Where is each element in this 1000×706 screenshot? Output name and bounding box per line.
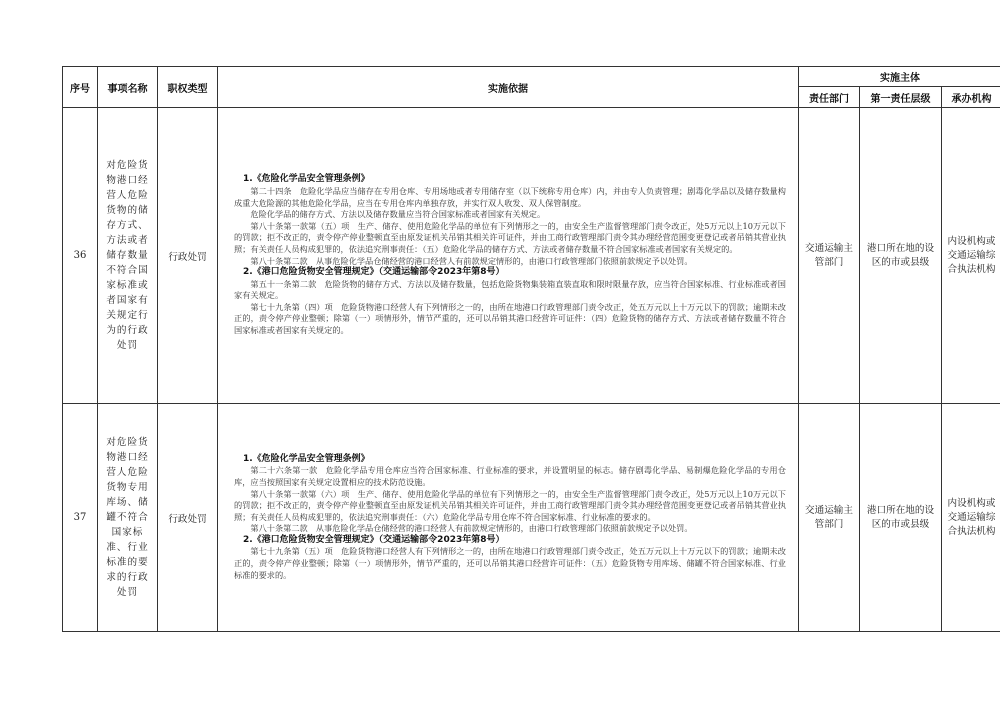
responsibility-level: 港口所在地的设区的市或县级	[860, 404, 942, 632]
basis-paragraph: 危险化学品的储存方式、方法以及储存数量应当符合国家标准或者国家有关规定。	[250, 209, 546, 220]
responsibility-level: 港口所在地的设区的市或县级	[860, 108, 942, 404]
header-org: 承办机构	[942, 87, 1000, 108]
basis-paragraph: 第五十一条第二款 危险货物的储存方式、方法以及储存数量，包括危险货物集装箱直装直取和限时限量存放，应当符合国家标准、行业标准或者国家有关规定。	[234, 278, 786, 301]
basis-paragraph: 第八十条第二款 从事危险化学品仓储经营的港口经营人有前款规定情形的，由港口行政管理部门依照前款规定予以处罚。	[250, 255, 693, 266]
power-type: 行政处罚	[158, 404, 218, 632]
header-dept: 责任部门	[799, 87, 860, 108]
item-name: 对危险货物港口经营人危险货物专用库场、储罐不符合国家标准、行业标准的要求的行政处罚	[98, 404, 158, 632]
row-number: 36	[63, 108, 98, 404]
basis-paragraph: 第二十四条 危险化学品应当储存在专用仓库、专用场地或者专用储存室（以下统称专用仓库）内，并由专人负责管理；剧毒化学品以及储存数量构成重大危险源的其他危险化学品，应当在专用仓库内单独存放，并实行双人收发、双人保管制度。	[234, 185, 786, 208]
basis-paragraph: 第八十条第一款第（六）项 生产、储存、使用危险化学品的单位有下列情形之一的，由安全生产监督管理部门责令改正，处5万元以上10万元以下的罚款；拒不改正的，责令停产停业整顿直至由原发证机关吊销其相关许可证件，并由工商行政管理部门责令其办理经营范围变更登记或者吊销其营业执照；有关责任人员构成犯罪的，依法追究刑事责任：（六）危险化学品专用仓库不符合国家标准、行业标准的要求的。	[234, 488, 786, 522]
basis-heading: 2.《港口危险货物安全管理规定》（交通运输部令2023年第8号）	[243, 534, 505, 545]
handling-org: 内设机构或交通运输综合执法机构	[942, 404, 1000, 632]
handling-org: 内设机构或交通运输综合执法机构	[942, 108, 1000, 404]
table-row	[63, 404, 1000, 632]
header-item-name: 事项名称	[98, 67, 158, 108]
header-power-type: 职权类型	[158, 67, 218, 108]
header-subject-group: 实施主体	[799, 67, 1000, 87]
basis-paragraph: 第八十条第二款 从事危险化学品仓储经营的港口经营人有前款规定情形的，由港口行政管理部门依照前款规定予以处罚。	[250, 523, 693, 534]
enforcement-table	[62, 66, 1000, 632]
basis-cell	[218, 404, 799, 632]
header-basis: 实施依据	[218, 67, 799, 108]
responsible-dept: 交通运输主管部门	[799, 108, 860, 404]
basis-paragraph: 第七十九条第（四）项 危险货物港口经营人有下列情形之一的，由所在地港口行政管理部门责令改正，处五万元以上十万元以下的罚款；逾期未改正的，责令停产停业整顿；除第（一）项情形外，情节严重的，还可以吊销其港口经营许可证件：（四）危险货物的储存方式、方法或者储存数量不符合国家标准或者国家有关规定的。	[234, 301, 786, 336]
item-name: 对危险货物港口经营人危险货物的储存方式、方法或者储存数量不符合国家标准或者国家有关规定行为的行政处罚	[98, 108, 158, 404]
basis-heading: 1.《危险化学品安全管理条例》	[243, 453, 370, 464]
basis-paragraph: 第二十六条第一款 危险化学品专用仓库应当符合国家标准、行业标准的要求，并设置明显的标志。储存剧毒化学品、易制爆危险化学品的专用仓库，应当按照国家有关规定设置相应的技术防范设施。	[234, 465, 786, 487]
row-number: 37	[63, 404, 98, 632]
header-level: 第一责任层级	[860, 87, 942, 108]
basis-heading: 1.《危险化学品安全管理条例》	[243, 174, 370, 185]
header-no: 序号	[63, 67, 98, 108]
table-row	[63, 108, 1000, 404]
basis-paragraph: 第八十条第一款第（五）项 生产、储存、使用危险化学品的单位有下列情形之一的，由安全生产监督管理部门责令改正，处5万元以上10万元以下的罚款；拒不改正的，责令停产停业整顿直至由原发证机关吊销其相关许可证件，并由工商行政管理部门责令其办理经营范围变更登记或者吊销其营业执照；有关责任人员构成犯罪的，依法追究刑事责任：（五）危险化学品的储存方式、方法或者储存数量不符合国家标准或者国家有关规定的。	[234, 220, 786, 254]
basis-paragraph: 第七十九条第（五）项 危险货物港口经营人有下列情形之一的，由所在地港口行政管理部门责令改正，处五万元以上十万元以下的罚款；逾期未改正的，责令停产停业整顿；除第（一）项情形外，情节严重的，还可以吊销其港口经营许可证件：（五）危险货物专用库场、储罐不符合国家标准、行业标准的要求的。	[234, 546, 786, 580]
responsible-dept: 交通运输主管部门	[799, 404, 860, 632]
basis-cell	[218, 108, 799, 404]
basis-heading: 2.《港口危险货物安全管理规定》（交通运输部令2023年第8号）	[243, 267, 505, 278]
power-type: 行政处罚	[158, 108, 218, 404]
